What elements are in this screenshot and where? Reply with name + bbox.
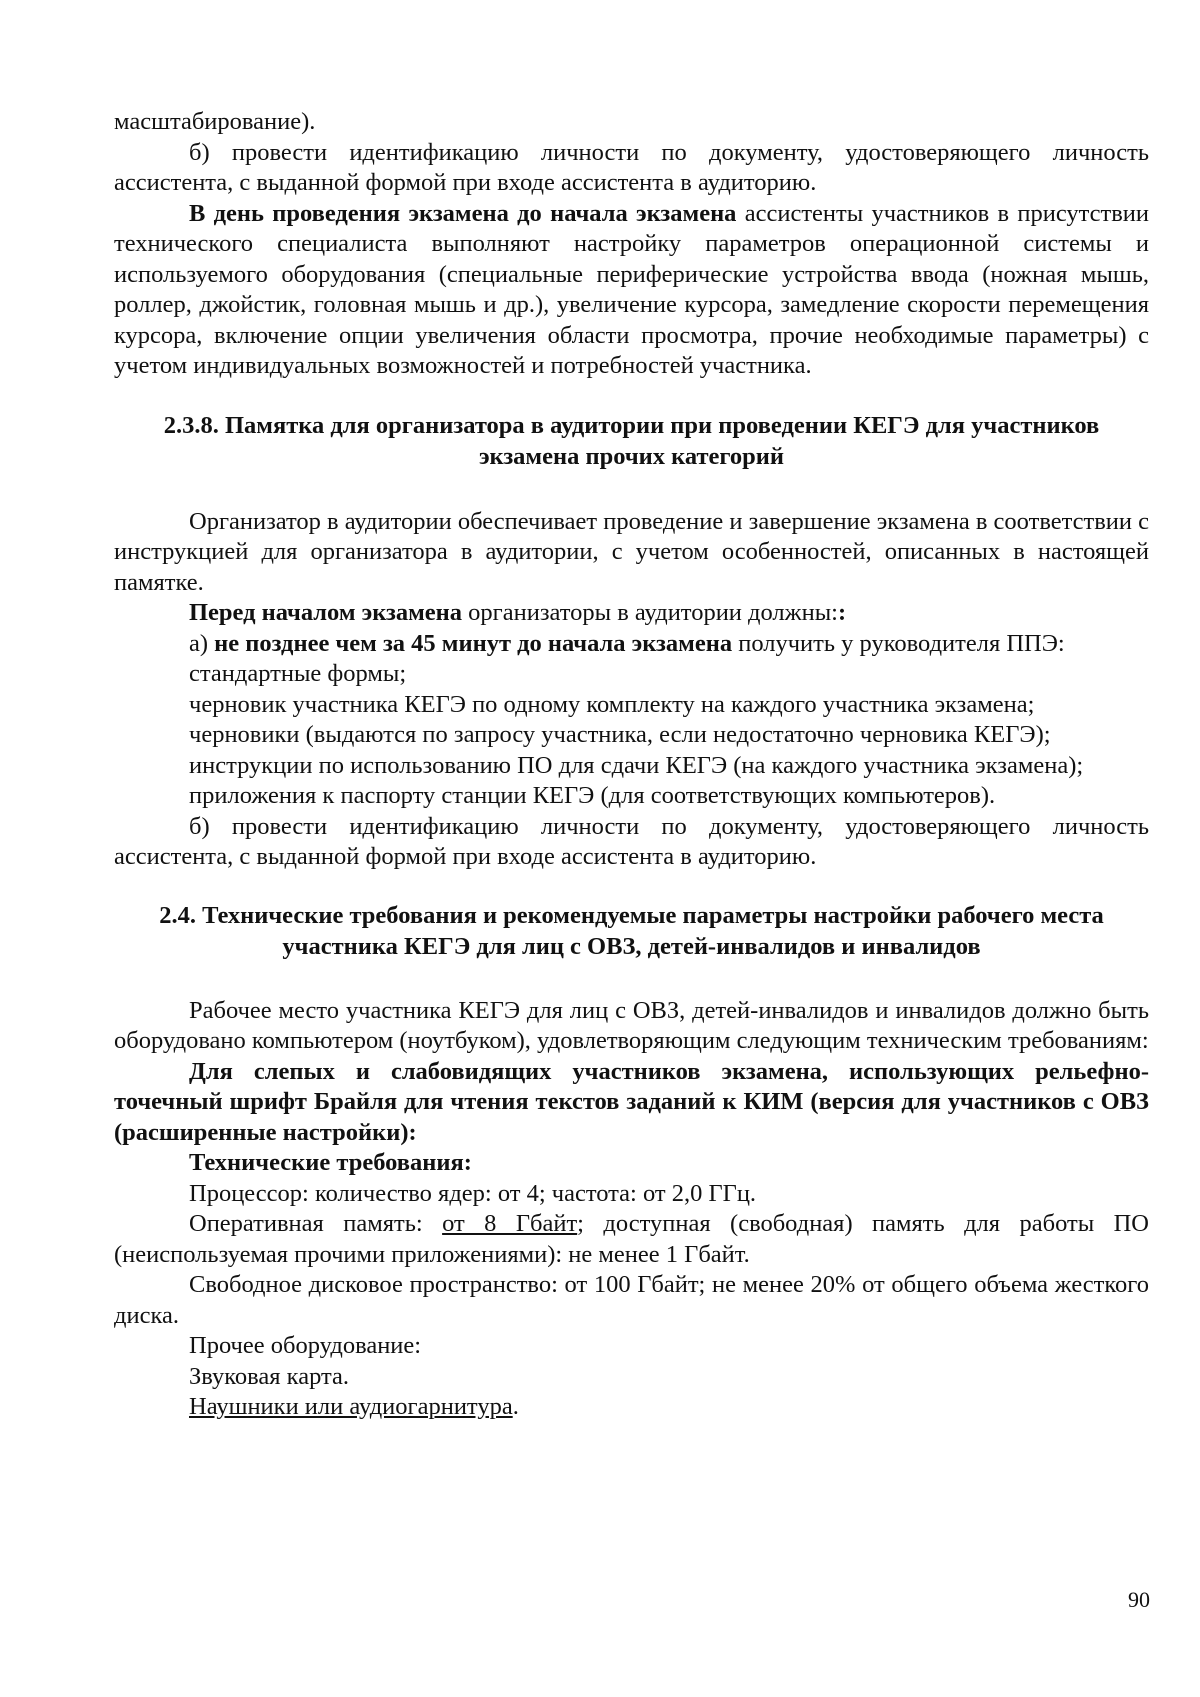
- list-item: [114, 720, 1149, 751]
- paragraph: [114, 1057, 1149, 1149]
- paragraph: [114, 507, 1149, 599]
- text: организаторы в аудитории должны:: [462, 599, 838, 626]
- underlined-text: от 8 Гбайт: [442, 1210, 578, 1237]
- text: приложения к паспорту станции КЕГЭ (для соответствующих компьютеров).: [189, 782, 996, 809]
- text: инструкции по использованию ПО для сдачи КЕГЭ (на каждого участника экзамена);: [189, 751, 1084, 779]
- text: получить у руководителя ППЭ:: [732, 629, 1065, 657]
- text: стандартные формы;: [189, 660, 407, 687]
- section-heading-2-3-8: 2.3.8. Памятка для организатора в аудитории при проведении КЕГЭ для участников экзамена прочих категорий: [163, 411, 1100, 470]
- paragraph: [114, 1148, 1149, 1179]
- text: черновики (выдаются по запросу участника, если недостаточно черновика КЕГЭ);: [189, 721, 1051, 748]
- paragraph: [114, 629, 1149, 660]
- text: Звуковая карта.: [189, 1362, 350, 1390]
- paragraph: [114, 199, 1149, 382]
- text: ассистенты участников в присутствии технического специалиста выполняют настройку параметров операционной системы и используемого оборудования (специальные периферические устройства ввода (ножная мышь, роллер, джойстик, головная мышь и др.), увеличение курсора, замедление скорости перемещения курсора, включение опции увеличения области просмотра, прочие необходимые параметры) с учетом индивидуальных возможностей и потребностей участника.: [114, 199, 1149, 379]
- page-number: 90: [1128, 1587, 1150, 1612]
- text: б) провести идентификацию личности по документу, удостоверяющего личность ассистента, с выданной формой при входе ассистента в аудиторию.: [114, 138, 1149, 196]
- text: Свободное дисковое пространство: от 100 Гбайт; не менее 20% от общего объема жесткого диска.: [114, 1271, 1149, 1329]
- text: Процессор: количество ядер: от 4; частота: от 2,0 ГГц.: [189, 1179, 757, 1207]
- list-item: [114, 659, 1149, 690]
- underlined-text: Наушники или аудиогарнитура: [189, 1393, 513, 1420]
- list-item: [114, 781, 1149, 812]
- text: ; доступная (свободная) память для работы ПО (неиспользуемая прочими приложениями): не менее 1 Гбайт.: [114, 1210, 1149, 1268]
- bold-text: :: [837, 599, 847, 626]
- bold-text: Перед началом экзамена: [189, 599, 463, 626]
- paragraph: [114, 1392, 1149, 1423]
- text: Рабочее место участника КЕГЭ для лиц с ОВЗ, детей-инвалидов и инвалидов должно быть оборудовано компьютером (ноутбуком), удовлетворяющим следующим техническим требованиям:: [114, 996, 1149, 1054]
- list-item: [114, 751, 1149, 782]
- text: б) провести идентификацию личности по документу, удостоверяющего личность ассистента, с выданной формой при входе ассистента в аудиторию.: [114, 812, 1149, 870]
- text: Организатор в аудитории обеспечивает проведение и завершение экзамена в соответствии с инструкцией для организатора в аудитории, с учетом особенностей, описанных в настоящей памятке.: [114, 507, 1149, 596]
- paragraph: [114, 107, 1149, 138]
- paragraph: [114, 812, 1149, 873]
- list-item: [114, 690, 1149, 721]
- document-page: [114, 107, 1149, 1423]
- paragraph: [114, 598, 1149, 629]
- text: а): [189, 629, 215, 657]
- paragraph: [114, 1209, 1149, 1270]
- paragraph: [114, 1270, 1149, 1331]
- paragraph: [114, 996, 1149, 1057]
- paragraph: [114, 1179, 1149, 1210]
- text: Оперативная память:: [189, 1210, 443, 1237]
- bold-text: Технические требования:: [189, 1149, 472, 1176]
- bold-text: не позднее чем за 45 минут до начала экзамена: [214, 629, 733, 657]
- text: .: [512, 1393, 519, 1420]
- paragraph: [114, 138, 1149, 199]
- text: черновик участника КЕГЭ по одному комплекту на каждого участника экзамена;: [189, 690, 1035, 718]
- text: масштабирование).: [114, 108, 316, 135]
- bold-text: Для слепых и слабовидящих участников экзамена, использующих рельефно-точечный шрифт Брайля для чтения текстов заданий к КИМ (версия для участников с ОВЗ (расширенные настройки):: [114, 1057, 1149, 1146]
- paragraph: [114, 1331, 1149, 1362]
- paragraph: [114, 1362, 1149, 1393]
- bold-text: В день проведения экзамена до начала экзамена: [189, 199, 737, 227]
- text: Прочее оборудование:: [189, 1332, 422, 1359]
- section-heading-2-4: 2.4. Технические требования и рекомендуемые параметры настройки рабочего места участника КЕГЭ для лиц с ОВЗ, детей-инвалидов и инвалидов: [159, 901, 1104, 960]
